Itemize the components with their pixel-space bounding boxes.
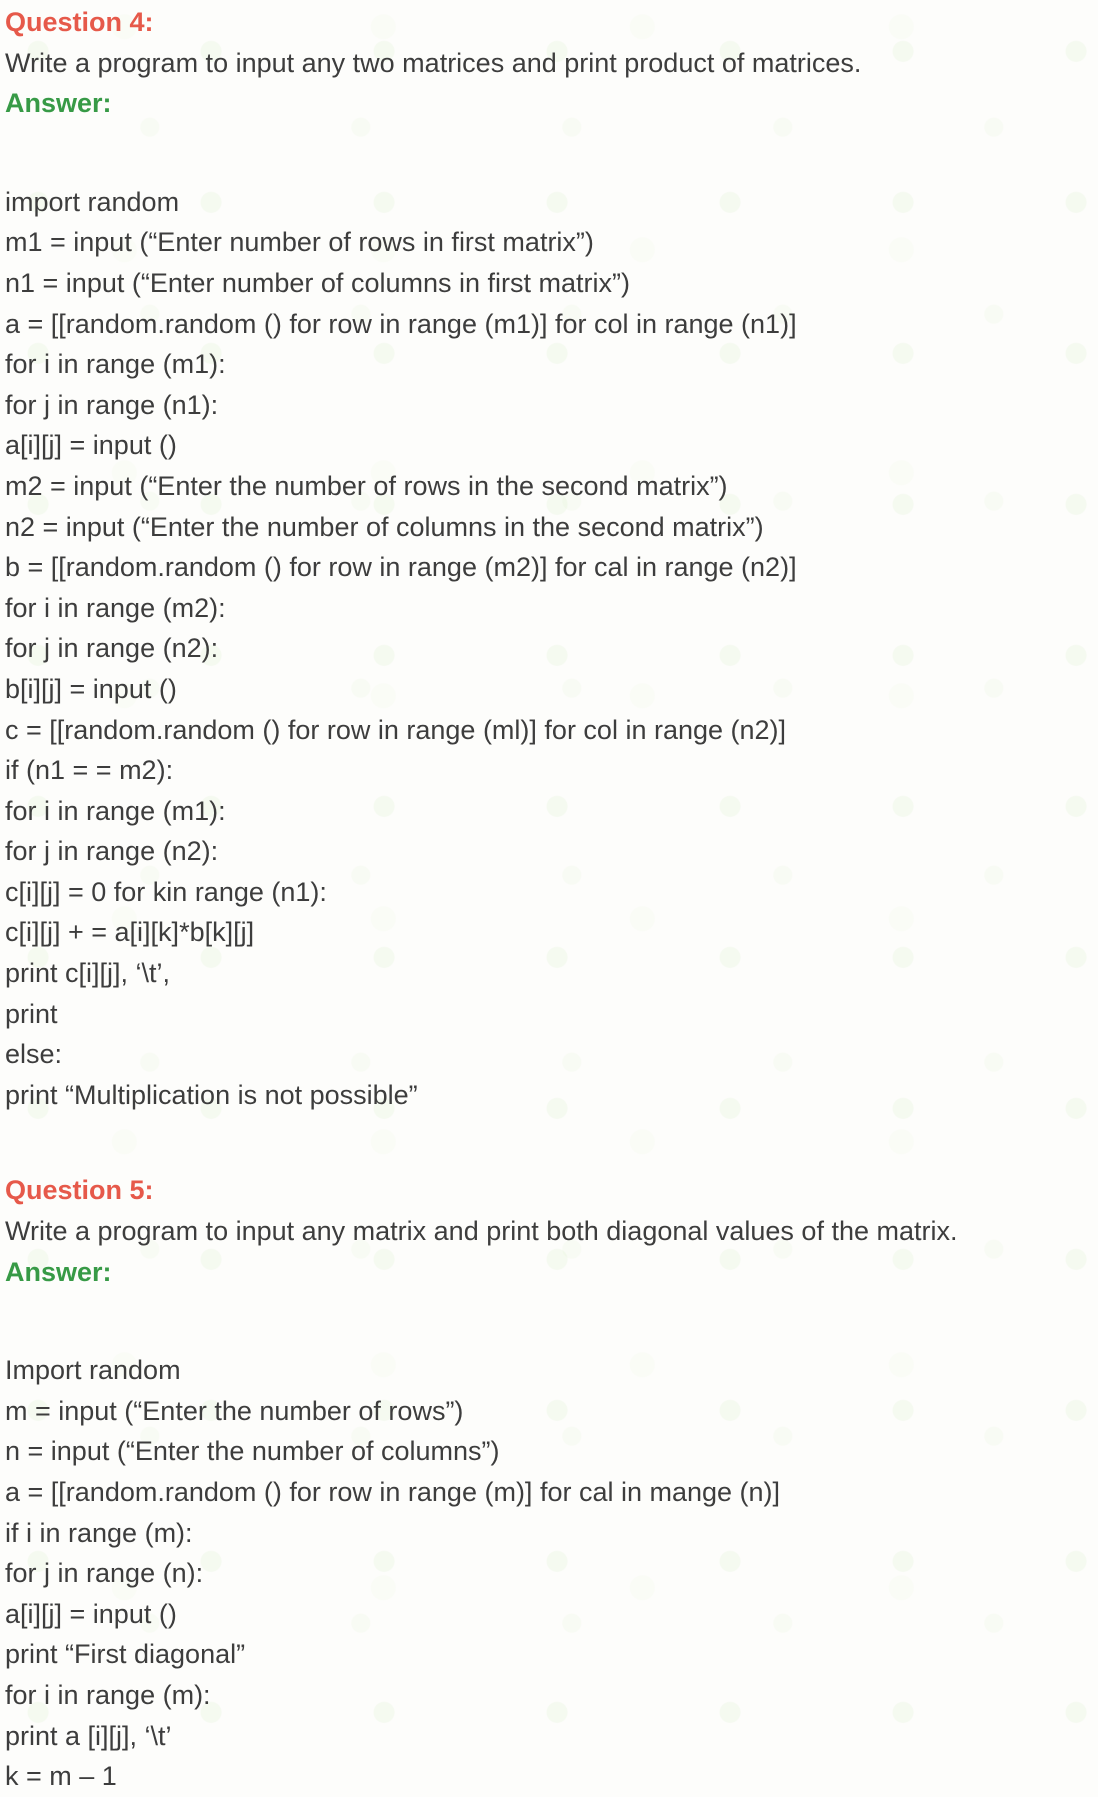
code-line: for j in range (n): <box>5 1558 204 1589</box>
code-line: a = [[random.random () for row in range (m1)] for col in range (n1)] <box>5 308 797 339</box>
code-line: for j in range (n2): <box>5 836 219 867</box>
code-line: a[i][j] = input () <box>5 1598 177 1629</box>
code-line: for j in range (n2): <box>5 633 219 664</box>
code-line: n1 = input (“Enter number of columns in first matrix”) <box>5 267 630 298</box>
code-line: n2 = input (“Enter the number of columns in the second matrix”) <box>5 511 764 542</box>
qa-block-question-5 <box>5 1170 1096 1796</box>
code-line: import random <box>5 186 180 217</box>
code-line: c[i][j] = 0 for kin range (n1): <box>5 876 327 907</box>
code-line: m2 = input (“Enter the number of rows in the second matrix”) <box>5 470 728 501</box>
code-line: m1 = input (“Enter number of rows in first matrix”) <box>5 227 594 258</box>
code-line: m = input (“Enter the number of rows”) <box>5 1395 464 1426</box>
code-line: else: <box>5 1039 63 1070</box>
code-line: for i in range (m2): <box>5 592 226 623</box>
code-line: print “Multiplication is not possible” <box>5 1079 418 1110</box>
answer-5-heading: Answer: <box>5 1256 112 1287</box>
code-line: n = input (“Enter the number of columns”) <box>5 1436 500 1467</box>
question-4-text: Write a program to input any two matrices and print product of matrices. <box>5 47 862 78</box>
code-line: c[i][j] + = a[i][k]*b[k][j] <box>5 917 255 948</box>
code-line: for i in range (m): <box>5 1679 211 1710</box>
code-line: Import random <box>5 1355 181 1386</box>
question-4-code-block <box>5 182 1096 1116</box>
question-5-code-block <box>5 1350 1096 1797</box>
code-line: for i in range (m1): <box>5 349 226 380</box>
code-line: for i in range (m1): <box>5 795 226 826</box>
code-line: print <box>5 998 58 1029</box>
code-line: if i in range (m): <box>5 1517 193 1548</box>
qa-block-question-4 <box>5 2 1096 1115</box>
code-line: for j in range (n1): <box>5 389 219 420</box>
code-line: c = [[random.random () for row in range (ml)] for col in range (n2)] <box>5 714 787 745</box>
code-line: print “First diagonal” <box>5 1639 246 1670</box>
code-line: k = m – 1 <box>5 1761 117 1792</box>
code-line: print c[i][j], ‘\t’, <box>5 958 171 989</box>
answer-4-heading: Answer: <box>5 88 112 119</box>
code-line: a = [[random.random () for row in range (m)] for cal in mange (n)] <box>5 1477 781 1507</box>
code-line: b[i][j] = input () <box>5 673 177 704</box>
code-line: a[i][j] = input () <box>5 430 177 461</box>
question-4-heading: Question 4: <box>5 7 154 37</box>
code-line: print a [i][j], ‘\t’ <box>5 1720 172 1751</box>
question-5-heading: Question 5: <box>5 1175 154 1206</box>
code-line: b = [[random.random () for row in range (m2)] for cal in range (n2)] <box>5 552 797 583</box>
question-5-text: Write a program to input any matrix and print both diagonal values of the matrix. <box>5 1216 958 1247</box>
code-line: if (n1 = = m2): <box>5 755 174 786</box>
